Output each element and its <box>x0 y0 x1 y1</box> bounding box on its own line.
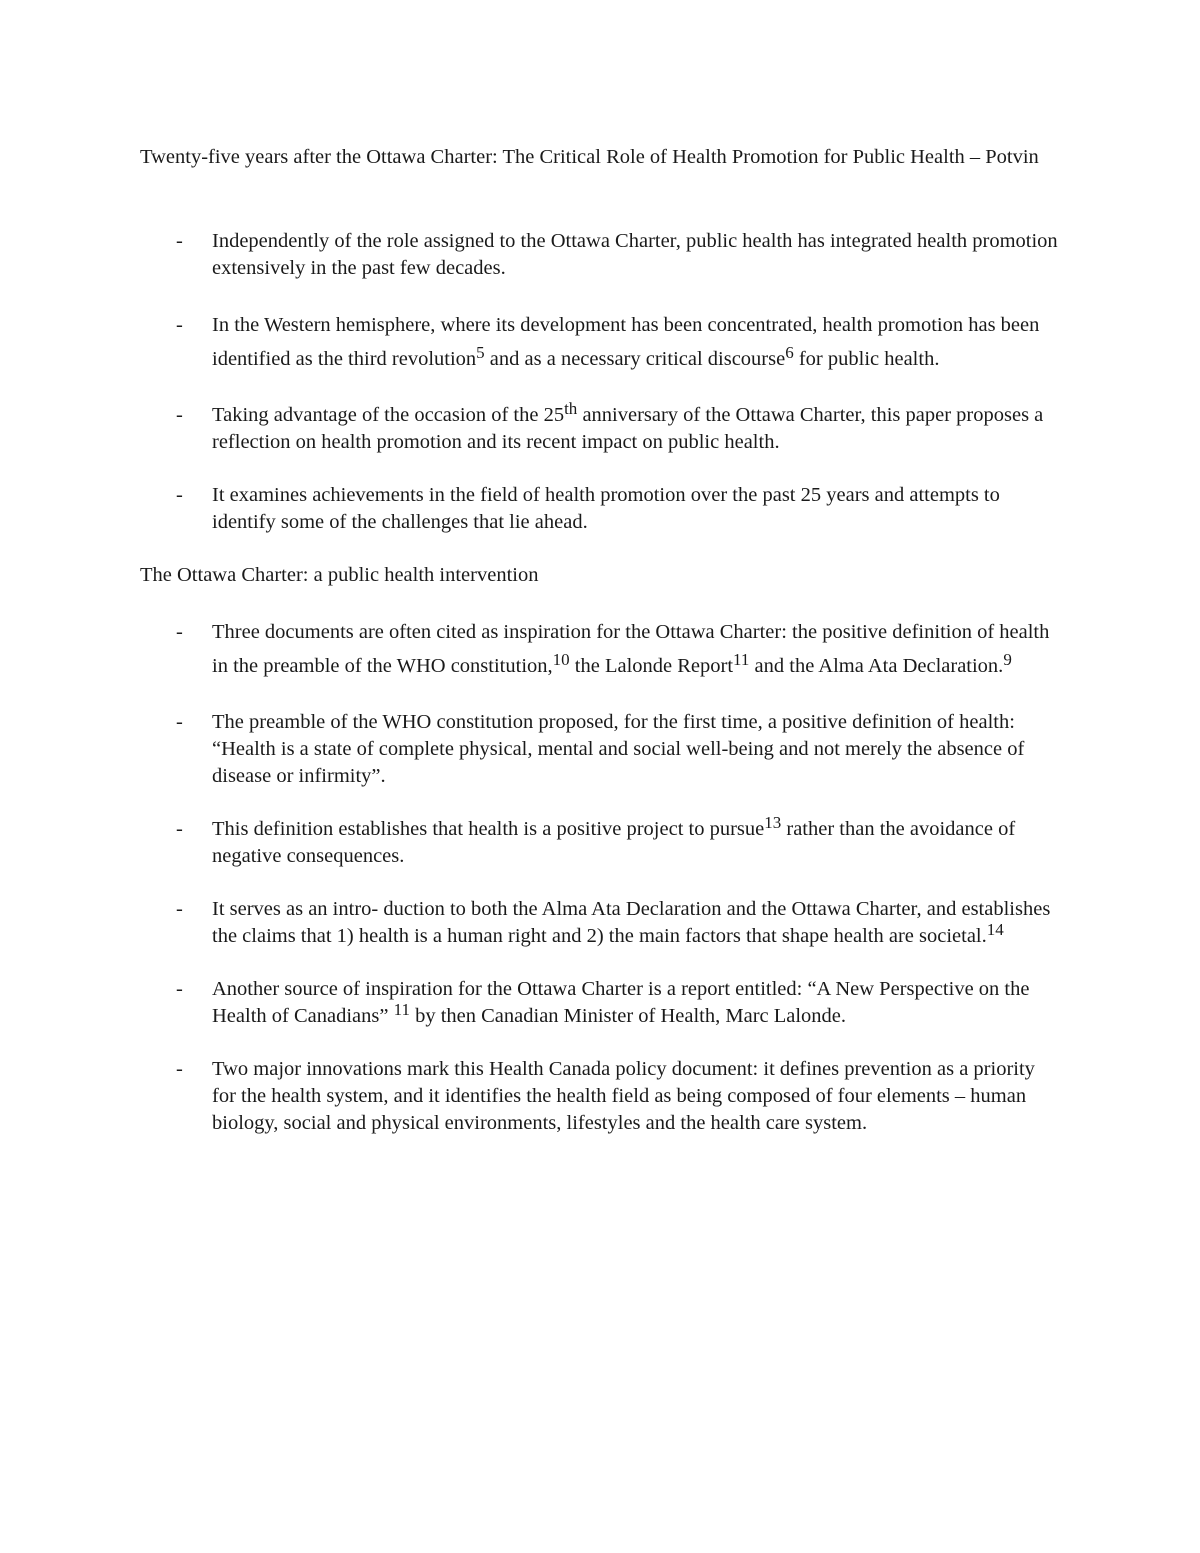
reference-superscript: 9 <box>1003 650 1012 669</box>
bullet-dash: - <box>176 484 183 506</box>
section-heading: The Ottawa Charter: a public health intervention <box>140 564 539 586</box>
reference-superscript: 6 <box>785 343 794 362</box>
reference-superscript: 13 <box>764 813 782 832</box>
bullet-text: The preamble of the WHO constitution proposed, for the first time, a positive definition of health: “Health is a state of complete physical, mental and social well-being and not merely the absence of disease or infirmity”. <box>212 711 1025 787</box>
bullet-dash: - <box>176 898 183 920</box>
bullet-text: anniversary of the Ottawa Charter, this paper proposes a reflection on health promotion and its recent impact on public health. <box>212 404 1044 453</box>
bullet-text: by then Canadian Minister of Health, Marc Lalonde. <box>409 1005 847 1027</box>
bullet-text: the Lalonde Report <box>569 655 734 677</box>
bullet-text: rather than the avoidance of negative consequences. <box>212 818 1016 867</box>
bullet-dash: - <box>176 230 183 252</box>
bullet-dash: - <box>176 621 183 643</box>
bullet-text: This definition establishes that health is a positive project to pursue <box>212 818 765 840</box>
bullet-item <box>140 228 1060 282</box>
bullet-text: and the Alma Ata Declaration. <box>749 655 1004 677</box>
ordinal-superscript: th <box>564 399 578 418</box>
bullet-dash: - <box>176 314 183 336</box>
bullet-item <box>140 308 1060 376</box>
bullet-item <box>140 615 1060 683</box>
bullet-item <box>140 399 1060 456</box>
bullet-item <box>140 896 1060 950</box>
reference-superscript: 5 <box>476 343 485 362</box>
bullet-item <box>140 1056 1060 1137</box>
bullet-text: Independently of the role assigned to the Ottawa Charter, public health has integrated health promotion extensively in the past few decades. <box>212 230 1058 279</box>
bullet-item <box>140 976 1060 1030</box>
bullet-text: In the Western hemisphere, where its development has been concentrated, health promotion has been identified as the third revolution <box>212 314 1040 370</box>
bullet-item <box>140 482 1060 536</box>
bullet-list-ottawa-charter <box>140 615 1060 1137</box>
bullet-dash: - <box>176 978 183 1000</box>
bullet-text: Another source of inspiration for the Ottawa Charter is a report entitled: “A New Perspective on the Health of Canadians” <box>212 978 1030 1027</box>
bullet-list-intro <box>140 228 1060 536</box>
bullet-text: It serves as an intro- duction to both the Alma Ata Declaration and the Ottawa Charter, and establishes the claims that 1) health is a human right and 2) the main factors that shape health are societal. <box>212 898 1051 947</box>
bullet-text: Two major innovations mark this Health Canada policy document: it defines prevention as a priority for the health system, and it identifies the health field as being composed of four elements – human biology, social and physical environments, lifestyles and the health care system. <box>212 1058 1035 1134</box>
document-title: Twenty-five years after the Ottawa Charter: The Critical Role of Health Promotion for Public Health – Potvin <box>140 146 1039 168</box>
bullet-text: It examines achievements in the field of health promotion over the past 25 years and attempts to identify some of the challenges that lie ahead. <box>212 484 1000 533</box>
reference-superscript: 11 <box>733 650 750 669</box>
bullet-dash: - <box>176 711 183 733</box>
bullet-item <box>140 813 1060 870</box>
bullet-item <box>140 709 1060 790</box>
bullet-text: for public health. <box>793 348 940 370</box>
bullet-text: and as a necessary critical discourse <box>484 348 786 370</box>
bullet-dash: - <box>176 818 183 840</box>
bullet-text: Three documents are often cited as inspiration for the Ottawa Charter: the positive definition of health in the preamble of the WHO constitution, <box>212 621 1050 677</box>
bullet-dash: - <box>176 1058 183 1080</box>
bullet-text: Taking advantage of the occasion of the 25 <box>212 404 565 426</box>
document-body <box>140 144 1060 1163</box>
reference-superscript: 14 <box>986 920 1004 939</box>
reference-superscript: 10 <box>552 650 570 669</box>
reference-superscript: 11 <box>393 1000 410 1019</box>
bullet-dash: - <box>176 404 183 426</box>
